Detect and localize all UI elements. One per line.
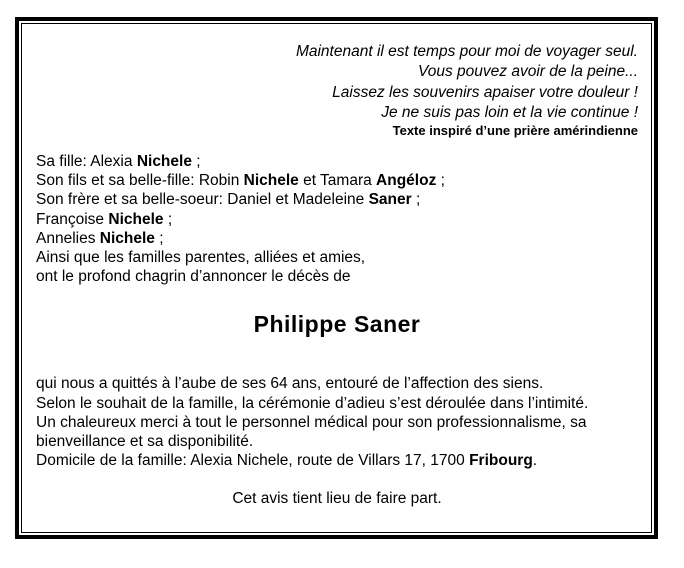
announcement-line: ont le profond chagrin d’annoncer le décès de [36, 268, 351, 286]
family-address-line: Domicile de la famille: Alexia Nichele, route de Villars 17, 1700 Fribourg. [36, 452, 538, 470]
quote-line: Je ne suis pas loin et la vie continue ! [381, 103, 638, 121]
family-line-brother: Son frère et sa belle-soeur: Daniel et Madeleine Saner ; [36, 191, 421, 209]
family-list [36, 152, 638, 286]
family-line-son: Son fils et sa belle-fille: Robin Nichele et Tamara Angéloz ; [36, 172, 445, 190]
notice-paragraph [36, 374, 638, 470]
announcement-line: Ainsi que les familles parentes, alliées et amies, [36, 249, 366, 266]
notice-line: qui nous a quittés à l’aube de ses 64 ans, entouré de l’affection des siens. [36, 375, 544, 393]
quote-attribution: Texte inspiré d’une prière amérindienne [392, 123, 638, 139]
quote-line: Laissez les souvenirs apaiser votre douleur ! [332, 83, 638, 101]
family-line-daughter: Sa fille: Alexia Nichele ; [36, 152, 201, 170]
notice-inner-frame [21, 23, 652, 533]
closing-line: Cet avis tient lieu de faire part. [232, 490, 442, 508]
quote-line: Vous pouvez avoir de la peine... [417, 63, 638, 81]
deceased-name: Philippe Saner [253, 311, 421, 338]
notice-line: Un chaleureux merci à tout le personnel médical pour son professionnalisme, sa [36, 413, 587, 431]
notice-outer-frame [15, 17, 658, 539]
family-line-francoise: Françoise Nichele ; [36, 210, 173, 228]
notice-line: Selon le souhait de la famille, la cérémonie d’adieu s’est déroulée dans l’intimité. [36, 394, 589, 412]
quote-line: Maintenant il est temps pour moi de voyager seul. [295, 43, 638, 60]
family-line-annelies: Annelies Nichele ; [36, 229, 164, 247]
memorial-quote [36, 42, 638, 140]
notice-line: bienveillance et sa disponibilité. [36, 433, 254, 451]
